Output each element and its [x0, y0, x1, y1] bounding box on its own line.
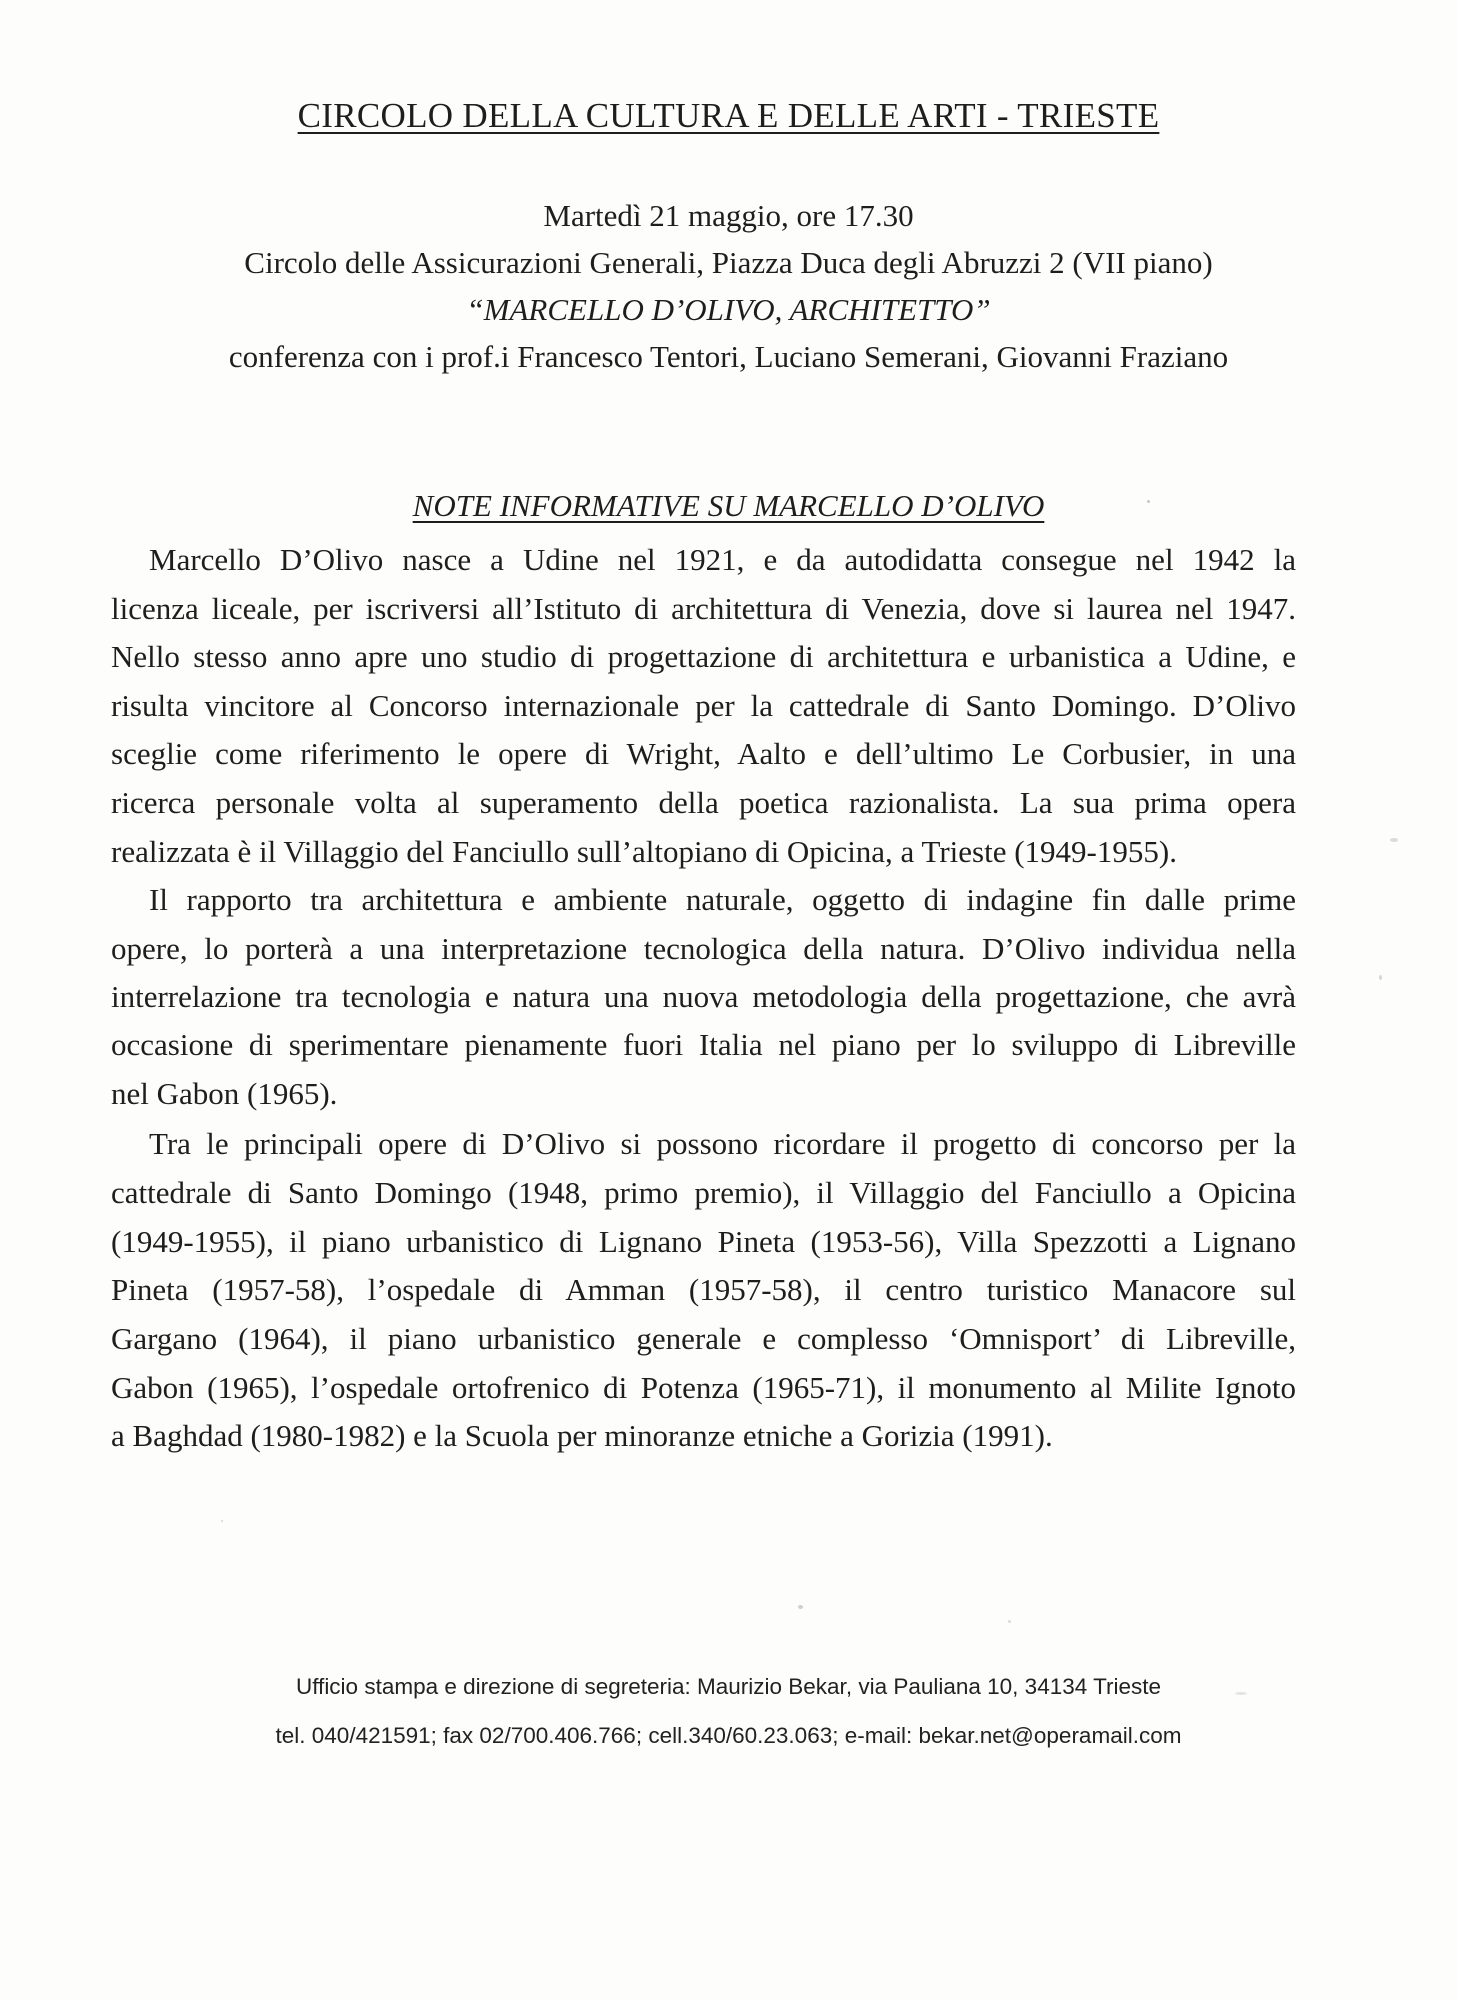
press-office-address: Ufficio stampa e direzione di segreteria: Maurizio Bekar, via Pauliana 10, 34134 Trieste — [295, 1674, 1162, 1699]
event-announcement — [0, 192, 1457, 380]
scan-speck — [1008, 1620, 1011, 1623]
text-line: sceglie come riferimento le opere di Wright, Aalto e dell’ultimo Le Corbusier, in una — [111, 736, 1296, 772]
text-line: a Baghdad (1980-1982) e la Scuola per minoranze etniche a Gorizia (1991). — [111, 1418, 1053, 1454]
text-line: Marcello D’Olivo nasce a Udine nel 1921, e da autodidatta consegue nel 1942 la — [149, 542, 1296, 577]
event-venue: Circolo delle Assicurazioni Generali, Piazza Duca degli Abruzzi 2 (VII piano) — [244, 245, 1213, 280]
text-line: nel Gabon (1965). — [111, 1075, 338, 1111]
press-office-footer — [0, 1662, 1457, 1760]
scan-speck — [1147, 500, 1150, 503]
press-office-contacts: tel. 040/421591; fax 02/700.406.766; cell.340/60.23.063; e-mail: bekar.net@operamail.com — [275, 1723, 1182, 1748]
text-line: Pineta (1957-58), l’ospedale di Amman (1957-58), il centro turistico Manacore sul — [111, 1272, 1296, 1308]
event-speakers: conferenza con i prof.i Francesco Tentori, Luciano Semerani, Giovanni Fraziano — [228, 339, 1229, 374]
text-line: opere, lo porterà a una interpretazione tecnologica della natura. D’Olivo individua nella — [111, 930, 1296, 966]
text-line: ricerca personale volta al superamento della poetica razionalista. La sua prima opera — [111, 784, 1296, 820]
notes-heading: NOTE INFORMATIVE SU MARCELLO D’OLIVO — [412, 488, 1045, 523]
event-date-time: Martedì 21 maggio, ore 17.30 — [543, 198, 914, 233]
organization-title: CIRCOLO DELLA CULTURA E DELLE ARTI - TRIESTE — [297, 96, 1160, 135]
biography-paragraph-2 — [111, 876, 1296, 1118]
scan-speck — [221, 1520, 223, 1522]
biography-text — [111, 536, 1296, 1461]
text-line: Tra le principali opere di D’Olivo si possono ricordare il progetto di concorso per la — [149, 1126, 1296, 1162]
text-line: Il rapporto tra architettura e ambiente naturale, oggetto di indagine fin dalle prime — [149, 882, 1296, 918]
event-talk-title: “MARCELLO D’OLIVO, ARCHITETTO” — [466, 292, 991, 327]
text-line: Nello stesso anno apre uno studio di progettazione di architettura e urbanistica a Udine, e — [111, 639, 1296, 675]
biography-paragraph-3 — [111, 1120, 1296, 1461]
text-line: cattedrale di Santo Domingo (1948, primo premio), il Villaggio del Fanciullo a Opicina — [111, 1174, 1296, 1210]
text-line: Gargano (1964), il piano urbanistico generale e complesso ‘Omnisport’ di Libreville, — [111, 1321, 1296, 1356]
scan-speck — [1379, 975, 1382, 980]
text-line: licenza liceale, per iscriversi all’Istituto di architettura di Venezia, dove si laurea nel 1947. — [111, 590, 1296, 626]
scan-speck — [798, 1605, 803, 1609]
scan-speck — [1390, 838, 1398, 842]
text-line: risulta vincitore al Concorso internazionale per la cattedrale di Santo Domingo. D’Olivo — [111, 687, 1296, 723]
text-line: interrelazione tra tecnologia e natura una nuova metodologia della progettazione, che avrà — [111, 978, 1296, 1014]
biography-paragraph-1 — [111, 536, 1296, 876]
scan-speck — [1235, 1692, 1247, 1695]
text-line: occasione di sperimentare pienamente fuori Italia nel piano per lo sviluppo di Libreville — [111, 1027, 1296, 1063]
text-line: realizzata è il Villaggio del Fanciullo sull’altopiano di Opicina, a Trieste (1949-1955). — [111, 833, 1177, 869]
text-line: (1949-1955), il piano urbanistico di Lignano Pineta (1953-56), Villa Spezzotti a Lignano — [111, 1223, 1296, 1259]
text-line: Gabon (1965), l’ospedale ortofrenico di Potenza (1965-71), il monumento al Milite Ignoto — [111, 1369, 1296, 1405]
